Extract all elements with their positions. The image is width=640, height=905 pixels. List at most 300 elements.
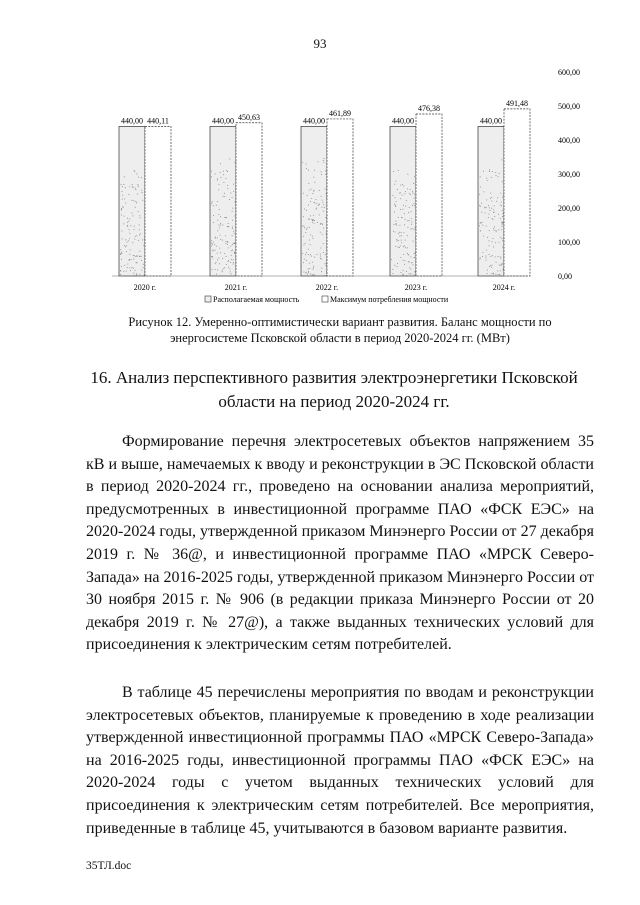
scan-speck xyxy=(212,251,213,252)
scan-speck xyxy=(492,171,493,172)
scan-speck xyxy=(481,203,482,204)
scan-speck xyxy=(126,251,127,252)
scan-speck xyxy=(325,170,326,171)
scan-speck xyxy=(223,268,224,269)
scan-speck xyxy=(213,215,214,216)
scan-speck xyxy=(319,190,320,191)
scan-speck xyxy=(306,229,307,230)
scan-speck xyxy=(314,257,315,258)
section-heading xyxy=(86,366,582,414)
scan-speck xyxy=(489,207,490,208)
scan-speck xyxy=(128,194,129,195)
scan-speck xyxy=(143,264,144,265)
scan-speck xyxy=(139,251,140,252)
scan-speck xyxy=(325,189,326,190)
scan-speck xyxy=(493,228,494,229)
scan-speck xyxy=(215,250,216,251)
scan-speck xyxy=(414,274,415,275)
scan-speck xyxy=(326,193,327,194)
scan-speck xyxy=(395,232,396,233)
scan-speck xyxy=(413,241,414,242)
scan-speck xyxy=(306,164,307,165)
scan-speck xyxy=(502,238,503,239)
scan-speck xyxy=(313,220,314,221)
scan-speck xyxy=(134,226,135,227)
scan-speck xyxy=(127,222,128,223)
scan-speck xyxy=(403,246,404,247)
y-tick-label: 600,00 xyxy=(558,68,580,77)
scan-speck xyxy=(133,255,134,256)
scan-speck xyxy=(307,195,308,196)
scan-speck xyxy=(406,200,407,201)
scan-speck xyxy=(218,189,219,190)
scan-speck xyxy=(503,213,504,214)
scan-speck xyxy=(140,217,141,218)
scan-speck xyxy=(138,211,139,212)
scan-speck xyxy=(302,253,303,254)
scan-speck xyxy=(490,198,491,199)
scan-speck xyxy=(220,225,221,226)
scan-speck xyxy=(136,235,137,236)
scan-speck xyxy=(486,260,487,261)
scan-speck xyxy=(212,256,213,257)
scan-speck xyxy=(134,229,135,230)
scan-speck xyxy=(232,197,233,198)
scan-speck xyxy=(139,225,140,226)
scan-speck xyxy=(220,235,221,236)
scan-speck xyxy=(486,178,487,179)
scan-speck xyxy=(396,266,397,267)
scan-speck xyxy=(132,242,133,243)
scan-speck xyxy=(501,202,502,203)
scan-speck xyxy=(403,270,404,271)
scan-speck xyxy=(231,255,232,256)
scan-speck xyxy=(125,203,126,204)
scan-speck xyxy=(403,205,404,206)
scan-speck xyxy=(235,201,236,202)
scan-speck xyxy=(137,256,138,257)
y-tick-label: 200,00 xyxy=(558,204,580,213)
scan-speck xyxy=(138,177,139,178)
scan-speck xyxy=(501,226,502,227)
scan-speck xyxy=(502,181,503,182)
scan-speck xyxy=(484,207,485,208)
scan-speck xyxy=(227,241,228,242)
scan-speck xyxy=(217,269,218,270)
scan-speck xyxy=(482,256,483,257)
scan-speck xyxy=(400,198,401,199)
scan-speck xyxy=(129,260,130,261)
scan-speck xyxy=(399,236,400,237)
scan-speck xyxy=(138,185,139,186)
scan-speck xyxy=(414,253,415,254)
scan-speck xyxy=(502,216,503,217)
y-tick-label: 0,00 xyxy=(558,272,572,281)
scan-speck xyxy=(316,208,317,209)
scan-speck xyxy=(496,230,497,231)
scan-speck xyxy=(407,253,408,254)
scan-speck xyxy=(480,176,481,177)
scan-speck xyxy=(405,219,406,220)
scan-speck xyxy=(120,253,121,254)
scan-speck xyxy=(124,216,125,217)
scan-speck xyxy=(126,245,127,246)
scan-speck xyxy=(394,265,395,266)
scan-speck xyxy=(220,223,221,224)
scan-speck xyxy=(130,225,131,226)
scan-speck xyxy=(309,268,310,269)
scan-speck xyxy=(409,220,410,221)
scan-speck xyxy=(234,253,235,254)
scan-speck xyxy=(400,192,401,193)
scan-speck xyxy=(234,243,235,244)
scan-speck xyxy=(222,271,223,272)
scan-speck xyxy=(412,193,413,194)
scan-speck xyxy=(121,184,122,185)
scan-speck xyxy=(489,266,490,267)
scan-speck xyxy=(480,187,481,188)
scan-speck xyxy=(134,171,135,172)
scan-speck xyxy=(219,209,220,210)
scan-speck xyxy=(230,271,231,272)
bar-max-consumption xyxy=(145,126,171,276)
scan-speck xyxy=(216,205,217,206)
scan-speck xyxy=(129,233,130,234)
scan-speck xyxy=(482,222,483,223)
scan-speck xyxy=(413,264,414,265)
scan-speck xyxy=(228,261,229,262)
scan-speck xyxy=(492,241,493,242)
scan-speck xyxy=(491,267,492,268)
scan-speck xyxy=(228,226,229,227)
scan-speck xyxy=(312,193,313,194)
scan-speck xyxy=(415,238,416,239)
data-label: 440,00 xyxy=(212,116,234,126)
scan-speck xyxy=(324,207,325,208)
scan-speck xyxy=(233,191,234,192)
scan-speck xyxy=(500,237,501,238)
scan-speck xyxy=(323,228,324,229)
scan-speck xyxy=(480,257,481,258)
scan-speck xyxy=(498,176,499,177)
scan-speck xyxy=(314,170,315,171)
scan-speck xyxy=(121,252,122,253)
scan-speck xyxy=(311,219,312,220)
scan-speck xyxy=(215,263,216,264)
scan-speck xyxy=(216,246,217,247)
scan-speck xyxy=(141,260,142,261)
scan-speck xyxy=(321,196,322,197)
scan-speck xyxy=(220,172,221,173)
scan-speck xyxy=(323,211,324,212)
scan-speck xyxy=(322,200,323,201)
scan-speck xyxy=(488,245,489,246)
scan-speck xyxy=(234,233,235,234)
scan-speck xyxy=(313,269,314,270)
bar-max-consumption xyxy=(504,109,530,276)
scan-speck xyxy=(498,229,499,230)
scan-speck xyxy=(303,236,304,237)
scan-speck xyxy=(131,259,132,260)
scan-speck xyxy=(139,256,140,257)
scan-speck xyxy=(408,254,409,255)
scan-speck xyxy=(232,244,233,245)
bar-available-power xyxy=(390,126,416,276)
bars xyxy=(119,109,530,277)
scan-speck xyxy=(310,201,311,202)
scan-speck xyxy=(489,214,490,215)
scan-speck xyxy=(313,215,314,216)
scan-speck xyxy=(217,230,218,231)
scan-speck xyxy=(415,253,416,254)
scan-speck xyxy=(220,177,221,178)
data-label: 440,00 xyxy=(121,116,143,126)
scan-speck xyxy=(139,235,140,236)
scan-speck xyxy=(124,245,125,246)
scan-speck xyxy=(321,171,322,172)
scan-speck xyxy=(405,240,406,241)
scan-speck xyxy=(400,185,401,186)
data-label: 440,00 xyxy=(303,116,325,126)
scan-speck xyxy=(501,159,502,160)
scan-speck xyxy=(412,205,413,206)
scan-speck xyxy=(499,242,500,243)
scan-speck xyxy=(399,225,400,226)
scan-speck xyxy=(219,227,220,228)
scan-speck xyxy=(402,184,403,185)
scan-speck xyxy=(479,205,480,206)
scan-speck xyxy=(320,224,321,225)
scan-speck xyxy=(129,186,130,187)
scan-speck xyxy=(307,274,308,275)
scan-speck xyxy=(215,238,216,239)
scan-speck xyxy=(129,267,130,268)
scan-speck xyxy=(139,274,140,275)
scan-speck xyxy=(124,176,125,177)
scan-speck xyxy=(401,235,402,236)
scan-speck xyxy=(230,269,231,270)
scan-speck xyxy=(393,195,394,196)
scan-speck xyxy=(304,272,305,273)
scan-speck xyxy=(232,211,233,212)
scan-speck xyxy=(413,203,414,204)
data-label: 476,38 xyxy=(418,104,440,114)
scan-speck xyxy=(134,255,135,256)
scan-speck xyxy=(120,249,121,250)
scan-speck xyxy=(308,170,309,171)
scan-speck xyxy=(310,234,311,235)
scan-speck xyxy=(497,197,498,198)
scan-speck xyxy=(223,174,224,175)
scan-speck xyxy=(324,158,325,159)
scan-speck xyxy=(405,206,406,207)
scan-speck xyxy=(132,184,133,185)
scan-speck xyxy=(405,191,406,192)
bar-max-consumption xyxy=(327,119,353,276)
caption-line-2: энергосистеме Псковской области в период 2020-2024 гг. (МВт) xyxy=(170,331,510,345)
scan-speck xyxy=(482,225,483,226)
scan-speck xyxy=(213,242,214,243)
scan-speck xyxy=(232,250,233,251)
scan-speck xyxy=(305,254,306,255)
scan-speck xyxy=(321,207,322,208)
scan-speck xyxy=(314,220,315,221)
scan-speck xyxy=(306,168,307,169)
scan-speck xyxy=(222,240,223,241)
scan-speck xyxy=(212,257,213,258)
scan-speck xyxy=(480,259,481,260)
scan-speck xyxy=(310,254,311,255)
scan-speck xyxy=(217,201,218,202)
y-tick-label: 100,00 xyxy=(558,238,580,247)
scan-speck xyxy=(120,274,121,275)
scan-speck xyxy=(224,253,225,254)
scan-speck xyxy=(217,253,218,254)
scan-speck xyxy=(325,263,326,264)
scan-speck xyxy=(483,191,484,192)
scan-speck xyxy=(309,263,310,264)
scan-speck xyxy=(138,186,139,187)
scan-speck xyxy=(133,187,134,188)
page-number: 93 xyxy=(313,36,327,51)
scan-speck xyxy=(129,218,130,219)
scan-speck xyxy=(322,224,323,225)
scan-speck xyxy=(495,256,496,257)
scan-speck xyxy=(217,178,218,179)
scan-speck xyxy=(132,186,133,187)
scan-speck xyxy=(409,273,410,274)
scan-speck xyxy=(321,271,322,272)
scan-speck xyxy=(323,160,324,161)
scan-speck xyxy=(323,204,324,205)
scan-speck xyxy=(303,262,304,263)
scan-speck xyxy=(310,215,311,216)
scan-speck xyxy=(403,274,404,275)
scan-speck xyxy=(226,264,227,265)
scan-speck xyxy=(410,257,411,258)
scan-speck xyxy=(414,205,415,206)
scan-speck xyxy=(404,245,405,246)
scan-speck xyxy=(404,224,405,225)
scan-speck xyxy=(230,193,231,194)
scan-speck xyxy=(228,247,229,248)
scan-speck xyxy=(122,199,123,200)
scan-speck xyxy=(126,271,127,272)
scan-speck xyxy=(233,264,234,265)
scan-speck xyxy=(310,273,311,274)
scan-speck xyxy=(313,266,314,267)
scan-speck xyxy=(316,209,317,210)
scan-speck xyxy=(226,241,227,242)
scan-speck xyxy=(121,215,122,216)
scan-speck xyxy=(309,240,310,241)
scan-speck xyxy=(312,262,313,263)
scan-speck xyxy=(136,173,137,174)
scan-speck xyxy=(392,273,393,274)
scan-speck xyxy=(134,239,135,240)
scan-speck xyxy=(483,236,484,237)
scan-speck xyxy=(486,226,487,227)
legend-swatch-series2 xyxy=(322,296,328,302)
scan-speck xyxy=(218,225,219,226)
scan-speck xyxy=(308,183,309,184)
scan-speck xyxy=(489,254,490,255)
scan-speck xyxy=(322,223,323,224)
scan-speck xyxy=(220,239,221,240)
scan-speck xyxy=(121,266,122,267)
scan-speck xyxy=(407,174,408,175)
scan-speck xyxy=(487,270,488,271)
scan-speck xyxy=(403,232,404,233)
scan-speck xyxy=(130,270,131,271)
scan-speck xyxy=(314,275,315,276)
scan-speck xyxy=(311,198,312,199)
scan-speck xyxy=(234,162,235,163)
scan-speck xyxy=(486,258,487,259)
scan-speck xyxy=(407,235,408,236)
scan-speck xyxy=(496,231,497,232)
scan-speck xyxy=(404,213,405,214)
scan-speck xyxy=(326,233,327,234)
scan-speck xyxy=(308,205,309,206)
scan-speck xyxy=(413,183,414,184)
scan-speck xyxy=(492,201,493,202)
scan-speck xyxy=(135,189,136,190)
scan-speck xyxy=(410,194,411,195)
scan-speck xyxy=(310,244,311,245)
scan-speck xyxy=(397,189,398,190)
scan-speck xyxy=(501,222,502,223)
scan-speck xyxy=(321,174,322,175)
scan-speck xyxy=(215,237,216,238)
legend-label-series1: Располагаемая мощность xyxy=(213,295,300,304)
scan-speck xyxy=(128,221,129,222)
scan-speck xyxy=(395,206,396,207)
section-heading-line-2: области на период 2020-2024 гг. xyxy=(218,392,450,411)
scan-speck xyxy=(125,187,126,188)
scan-speck xyxy=(311,256,312,257)
scan-speck xyxy=(408,212,409,213)
scan-speck xyxy=(225,243,226,244)
scan-speck xyxy=(402,209,403,210)
scan-speck xyxy=(306,210,307,211)
scan-speck xyxy=(309,219,310,220)
scan-speck xyxy=(217,259,218,260)
scan-speck xyxy=(132,213,133,214)
scan-speck xyxy=(136,202,137,203)
scan-speck xyxy=(405,247,406,248)
scan-speck xyxy=(489,230,490,231)
scan-speck xyxy=(144,239,145,240)
scan-speck xyxy=(142,239,143,240)
scan-speck xyxy=(312,274,313,275)
scan-speck xyxy=(499,274,500,275)
scan-speck xyxy=(326,265,327,266)
data-label: 450,63 xyxy=(238,112,260,122)
x-tick-label: 2022 г. xyxy=(315,283,339,292)
scan-speck xyxy=(490,256,491,257)
scan-speck xyxy=(502,222,503,223)
scan-speck xyxy=(496,262,497,263)
scan-speck xyxy=(220,216,221,217)
scan-speck xyxy=(320,223,321,224)
scan-speck xyxy=(314,190,315,191)
scan-speck xyxy=(480,206,481,207)
scan-speck xyxy=(313,238,314,239)
scan-speck xyxy=(326,197,327,198)
scan-speck xyxy=(226,178,227,179)
scan-speck xyxy=(312,236,313,237)
